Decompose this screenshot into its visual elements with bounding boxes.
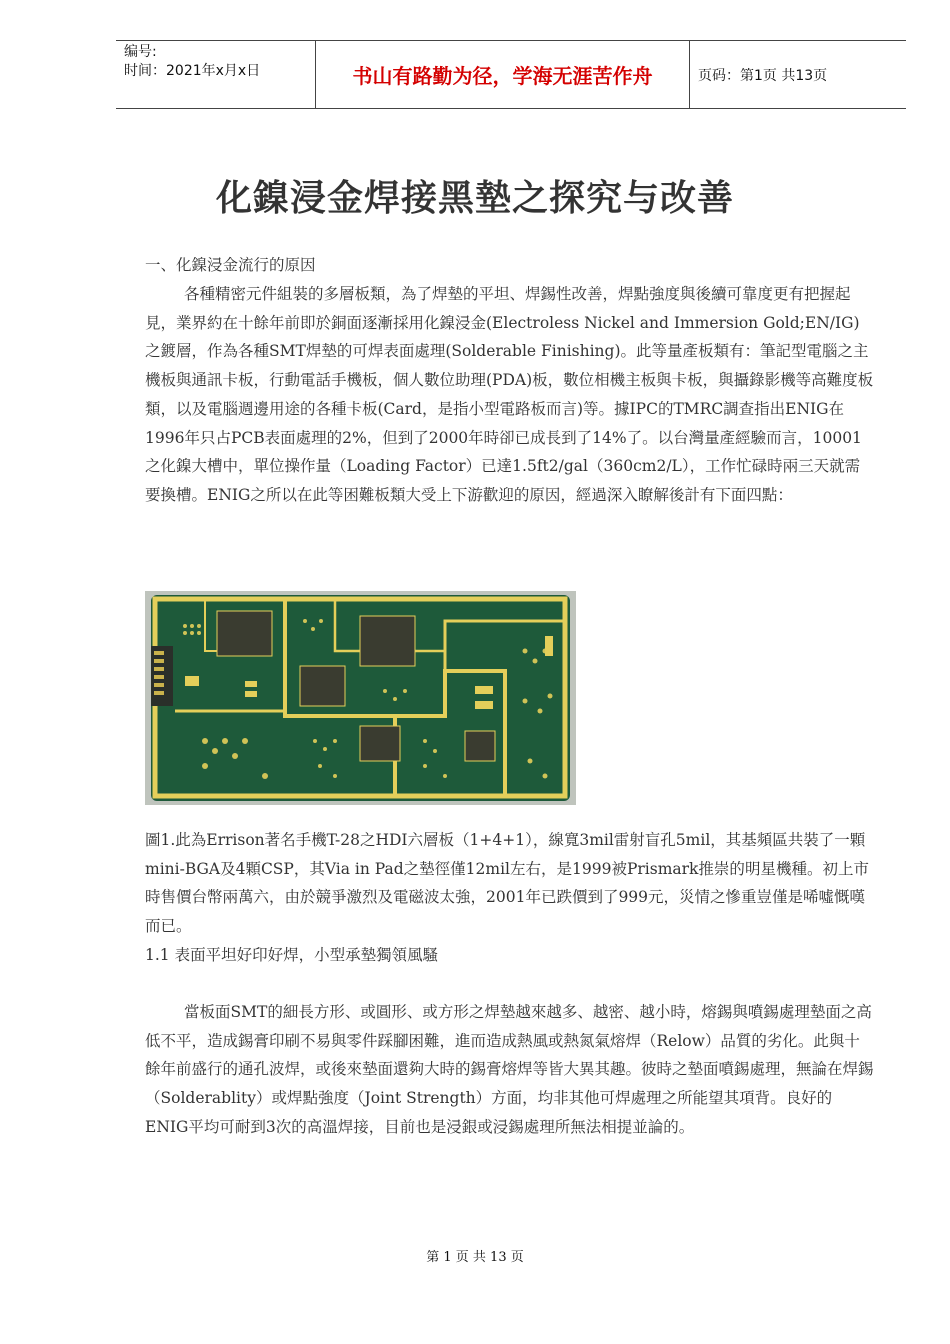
- page-footer: 第 1 页 共 13 页: [426, 1250, 524, 1265]
- page-header: [116, 40, 906, 109]
- header-divider: [689, 41, 690, 108]
- header-motto: 书山有路勤为径，学海无涯苦作舟: [352, 64, 653, 88]
- body-paragraph: 當板面SMT的細長方形、或圓形、或方形之焊墊越來越多、越密、越小時，熔錫與噴錫處理墊面之高低不平，造成錫膏印刷不易與零件踩腳困難，進而造成熱風或熱氮氣熔焊（Relow）品質的劣化。此與十餘年前盛行的通孔波焊，或後來墊面還夠大時的錫膏熔焊等皆大異其趣。彼時之墊面噴錫處理，無論在焊錫（Solderablity）或焊點強度（Joint Strength）方面，均非其他可焊處理之所能望其項背。良好的ENIG平均可耐到3次的高溫焊接，目前也是浸銀或浸錫處理所無法相提並論的。: [145, 1003, 874, 1136]
- header-page-info: 页码：第1页 共13页: [698, 67, 828, 84]
- document-title: 化鎳浸金焊接黑墊之探究与改善: [215, 177, 734, 219]
- body-paragraph: 各種精密元件組裝的多層板類，為了焊墊的平坦、焊錫性改善，焊點強度與後續可靠度更有把握起見，業界約在十餘年前即於銅面逐漸採用化鎳浸金(Electroless Nickel and Immersion Gold;EN/IG)之鍍層，作為各種SMT焊墊的可焊表面處理(Solderable Finishing)。此等量產板類有：筆記型電腦之主機板與通訊卡板，行動電話手機板，個人數位助理(PDA)板，數位相機主板與卡板，與攝錄影機等高難度板類，以及電腦週邊用途的各種卡板(Card，是指小型電路板而言)等。據IPC的TMRC調查指出ENIG在1996年只占PCB表面處理的2%，但到了2000年時卻已成長到了14%了。以台灣量產經驗而言，10001之化鎳大槽中，單位操作量（Loading Factor）已達1.5ft2/gal（360cm2/L），工作忙碌時兩三天就需要換槽。ENIG之所以在此等困難板類大受上下游歡迎的原因，經過深入瞭解後計有下面四點：: [145, 285, 874, 504]
- section-heading: 一、化鎳浸金流行的原因: [145, 256, 316, 274]
- figure-caption: 圖1.此為Errison著名手機T-28之HDI六層板（1+4+1），線寬3mil雷射盲孔5mil，其基頻區共裝了一顆mini-BGA及4顆CSP，其Via in Pad之墊徑僅12mil左右，是1999被Prismark推崇的明星機種。初上市時售價台幣兩萬六，由於競爭激烈及電磁波太強，2001年已跌價到了999元，災情之慘重豈僅是唏噓慨嘆而已。: [145, 831, 869, 936]
- subsection-heading: 1.1 表面平坦好印好焊，小型承墊獨領風騷: [145, 946, 439, 964]
- pcb-board-photo: [145, 591, 576, 805]
- doc-number-label: 编号:: [124, 44, 157, 60]
- doc-time-label: 时间：2021年x月x日: [124, 63, 261, 79]
- header-meta: [124, 43, 314, 81]
